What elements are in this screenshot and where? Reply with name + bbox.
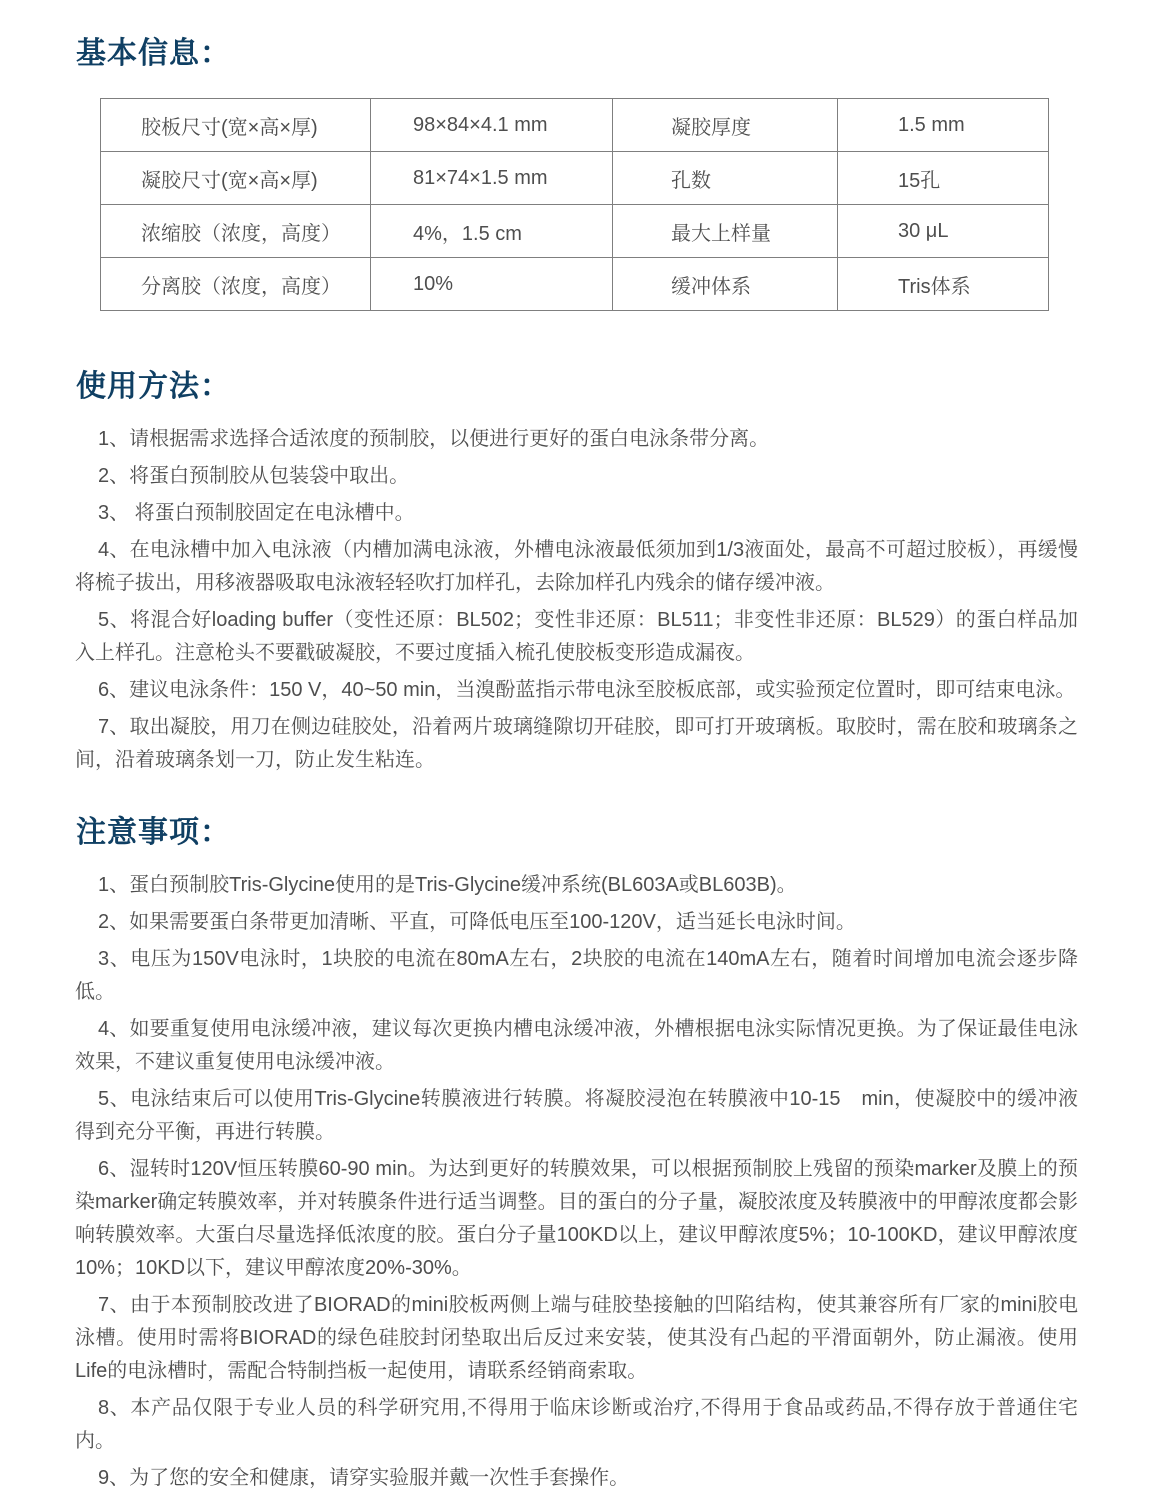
usage-step: 6、建议电泳条件：150 V，40~50 min，当溴酚蓝指示带电泳至胶板底部，或实验预定位置时，即可结束电泳。 [98,679,1076,701]
spec-label: 凝胶尺寸(宽×高×厚) [101,152,371,205]
note-item: 7、由于本预制胶改进了BIORAD的mini胶板两侧上端与硅胶垫接触的凹陷结构，使其兼容所有厂家的mini胶电泳槽。使用时需将BIORAD的绿色硅胶封闭垫取出后反过来安装，使其没有凸起的平滑面朝外，防止漏液。使用Life的电泳槽时，需配合特制挡板一起使用，请联系经销商索取。 [75,1294,1078,1382]
usage-step: 3、 将蛋白预制胶固定在电泳槽中。 [98,502,415,524]
spec-value: 1.5 mm [838,99,1049,152]
table-row [101,152,1049,205]
spec-value: 30 μL [838,205,1049,258]
notes-title: 注意事项： [76,816,231,849]
usage-step: 5、将混合好loading buffer（变性还原：BL502；变性非还原：BL511；非变性非还原：BL529）的蛋白样品加入上样孔。注意枪头不要戳破凝胶，不要过度插入梳孔使胶板变形造成漏夜。 [75,609,1078,664]
spec-label: 浓缩胶（浓度，高度） [101,205,371,258]
spec-label: 缓冲体系 [613,258,838,311]
spec-label: 孔数 [613,152,838,205]
usage-step: 7、取出凝胶，用刀在侧边硅胶处，沿着两片玻璃缝隙切开硅胶，即可打开玻璃板。取胶时，需在胶和玻璃条之间，沿着玻璃条划一刀，防止发生粘连。 [75,716,1078,771]
basic-info-table [100,98,1049,311]
note-item: 5、电泳结束后可以使用Tris-Glycine转膜液进行转膜。将凝胶浸泡在转膜液中10-15 min，使凝胶中的缓冲液得到充分平衡，再进行转膜。 [75,1088,1078,1143]
note-items [75,869,1078,1495]
basic-info-title: 基本信息： [76,37,231,70]
spec-label: 分离胶（浓度，高度） [101,258,371,311]
spec-value: 81×74×1.5 mm [371,152,613,205]
usage-step: 4、在电泳槽中加入电泳液（内槽加满电泳液，外槽电泳液最低须加到1/3液面处，最高不可超过胶板），再缓慢将梳子拔出，用移液器吸取电泳液轻轻吹打加样孔，去除加样孔内残余的储存缓冲液。 [75,539,1078,594]
spec-value: 15孔 [838,152,1049,205]
table-row [101,99,1049,152]
note-item: 9、为了您的安全和健康，请穿实验服并戴一次性手套操作。 [98,1467,630,1489]
usage-steps [75,423,1078,777]
note-item: 4、如要重复使用电泳缓冲液，建议每次更换内槽电泳缓冲液，外槽根据电泳实际情况更换。为了保证最佳电泳效果，不建议重复使用电泳缓冲液。 [75,1018,1078,1073]
usage-step: 1、请根据需求选择合适浓度的预制胶，以便进行更好的蛋白电泳条带分离。 [98,428,770,450]
spec-value: 98×84×4.1 mm [371,99,613,152]
note-item: 1、蛋白预制胶Tris-Glycine使用的是Tris-Glycine缓冲系统(BL603A或BL603B)。 [98,874,797,896]
note-item: 2、如果需要蛋白条带更加清晰、平直，可降低电压至100-120V，适当延长电泳时间。 [98,911,856,933]
spec-label: 凝胶厚度 [613,99,838,152]
note-item: 8、本产品仅限于专业人员的科学研究用,不得用于临床诊断或治疗,不得用于食品或药品,不得存放于普通住宅内。 [75,1397,1078,1452]
note-item: 3、电压为150V电泳时，1块胶的电流在80mA左右，2块胶的电流在140mA左右，随着时间增加电流会逐步降低。 [75,948,1078,1003]
usage-title: 使用方法： [76,370,231,403]
spec-value: Tris体系 [838,258,1049,311]
table-row [101,205,1049,258]
note-item: 6、湿转时120V恒压转膜60-90 min。为达到更好的转膜效果，可以根据预制胶上残留的预染marker及膜上的预染marker确定转膜效率，并对转膜条件进行适当调整。目的蛋白的分子量，凝胶浓度及转膜液中的甲醇浓度都会影响转膜效率。大蛋白尽量选择低浓度的胶。蛋白分子量100KD以上，建议甲醇浓度5%；10-100KD，建议甲醇浓度10%；10KD以下，建议甲醇浓度20%-30%。 [75,1158,1078,1279]
table-row [101,258,1049,311]
spec-label: 胶板尺寸(宽×高×厚) [101,99,371,152]
spec-value: 4%，1.5 cm [371,205,613,258]
usage-step: 2、将蛋白预制胶从包装袋中取出。 [98,465,410,487]
spec-value: 10% [371,258,613,311]
spec-label: 最大上样量 [613,205,838,258]
